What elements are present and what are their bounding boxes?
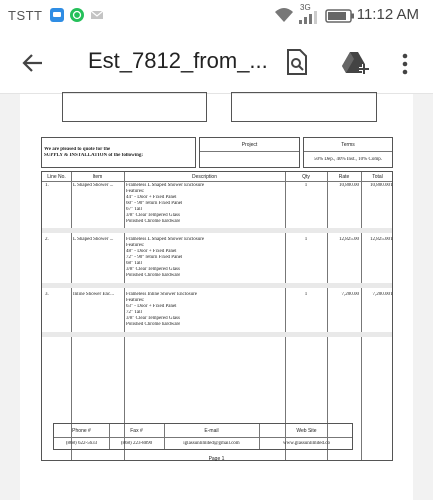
row-description-line: Features:: [126, 298, 145, 303]
row-description-line: 68" Tall: [126, 261, 142, 266]
row-description-line: Features:: [126, 189, 145, 194]
document-viewer[interactable]: [0, 94, 433, 500]
col-header-total: Total: [372, 174, 383, 180]
row-description-line: Frameless Inline Shower Enclosure: [126, 292, 197, 297]
sms-icon: [50, 8, 64, 22]
row-rate: 12,825.00: [339, 237, 359, 242]
row-description-line: Frameless L Shaped Shower Enclosure: [126, 183, 205, 188]
row-description-line: 67" Tall: [126, 207, 142, 212]
terms-box: [303, 137, 393, 168]
row-description-line: 44" - Door + Fixed Panel: [126, 195, 177, 200]
battery-icon: [325, 9, 355, 28]
project-header: Project: [241, 142, 258, 148]
row-total: 7,200.00T: [372, 292, 393, 297]
quote-intro-box: [41, 137, 196, 168]
table-row: [42, 291, 392, 331]
page-number: Page 1: [208, 456, 225, 462]
wifi-icon: [274, 6, 294, 29]
line-items-table: [41, 171, 393, 461]
row-description-line: Features:: [126, 243, 145, 248]
row-separator: [42, 283, 392, 288]
carrier-label: TSTT: [8, 8, 43, 23]
row-description-line: Polished Chrome hardware: [126, 273, 181, 278]
terms-header: Terms: [341, 142, 355, 148]
row-description-line: 72" - 90° return Fixed Panel: [126, 255, 183, 260]
signal-icon: [298, 10, 318, 29]
row-description-line: 3/8" Clear Tempered Glass: [126, 213, 180, 218]
shipping-address-box: [231, 92, 377, 122]
row-item: Inline Shower Enc...: [73, 292, 114, 297]
search-document-icon[interactable]: [284, 48, 310, 81]
row-description-line: 3/8" Clear Tempered Glass: [126, 267, 180, 272]
footer-header-fax: Fax #: [130, 428, 143, 434]
row-qty: 1: [304, 237, 308, 242]
col-header-item: Item: [92, 174, 103, 180]
row-qty: 1: [304, 183, 308, 188]
row-description-line: Frameless L Shaped Shower Enclosure: [126, 237, 205, 242]
mail-icon: [90, 8, 104, 22]
status-bar: [0, 0, 433, 32]
row-line-no: 2.: [45, 237, 49, 242]
table-row: [42, 182, 392, 228]
row-total: 10,800.00T: [369, 183, 393, 188]
clock: 11:12 AM: [356, 6, 419, 23]
footer-website-value: www.glassunlimited.co: [283, 441, 330, 446]
whatsapp-icon: [70, 8, 84, 22]
row-description-line: 48" - Door + Fixed Panel: [126, 249, 177, 254]
row-description-line: 3/8" Clear Tempered Glass: [126, 316, 180, 321]
col-header-qty: Qty: [302, 174, 310, 180]
footer-header-website: Web Site: [296, 428, 317, 434]
footer-phone-value: (868) 622-5633: [65, 441, 98, 446]
add-to-drive-icon[interactable]: [340, 50, 372, 81]
terms-value: 50% Dep., 40% Inst., 10% Comp.: [313, 157, 383, 162]
more-vert-icon[interactable]: [400, 52, 410, 81]
document-title: Est_7812_from_...: [88, 48, 268, 73]
col-header-rate: Rate: [338, 174, 350, 180]
row-item: L Shaped Shower ...: [73, 183, 114, 188]
billing-address-box: [62, 92, 207, 122]
row-rate: 10,800.00: [339, 183, 359, 188]
document-page: [20, 94, 413, 500]
row-description-line: Polished Chrome hardware: [126, 322, 181, 327]
row-separator: [42, 332, 392, 337]
row-rate: 7,200.00: [341, 292, 359, 297]
arrow-left-icon[interactable]: [20, 50, 46, 81]
quote-intro-line2: SUPPLY & INSTALLATION of the following:: [44, 153, 144, 158]
row-description-line: 63" - Door + Fixed Panel: [126, 304, 177, 309]
row-line-no: 3.: [45, 292, 49, 297]
app-bar: [0, 32, 433, 94]
row-description-line: Polished Chrome hardware: [126, 219, 181, 224]
footer-fax-value: (868) 223-8890: [120, 441, 153, 446]
row-separator: [42, 228, 392, 233]
row-item: L Shaped Shower ...: [73, 237, 114, 242]
footer-header-email: E-mail: [204, 428, 219, 434]
project-box: [199, 137, 300, 168]
footer-email-value: iglassunlimited@gmail.com: [183, 441, 240, 446]
row-total: 12,825.00T: [369, 237, 393, 242]
row-qty: 1: [304, 292, 308, 297]
col-header-description: Description: [191, 174, 217, 180]
contact-table: [53, 423, 353, 450]
table-row: [42, 236, 392, 282]
network-type-label: 3G: [300, 3, 311, 12]
footer-header-phone: Phone #: [72, 428, 91, 434]
row-description-line: 60" - 90° return Fixed Panel: [126, 201, 183, 206]
row-line-no: 1.: [45, 183, 49, 188]
col-header-line-no: Line No.: [47, 174, 66, 180]
row-description-line: 72" Tall: [126, 310, 142, 315]
quote-intro-line1: We are pleased to quote for the: [44, 147, 111, 152]
